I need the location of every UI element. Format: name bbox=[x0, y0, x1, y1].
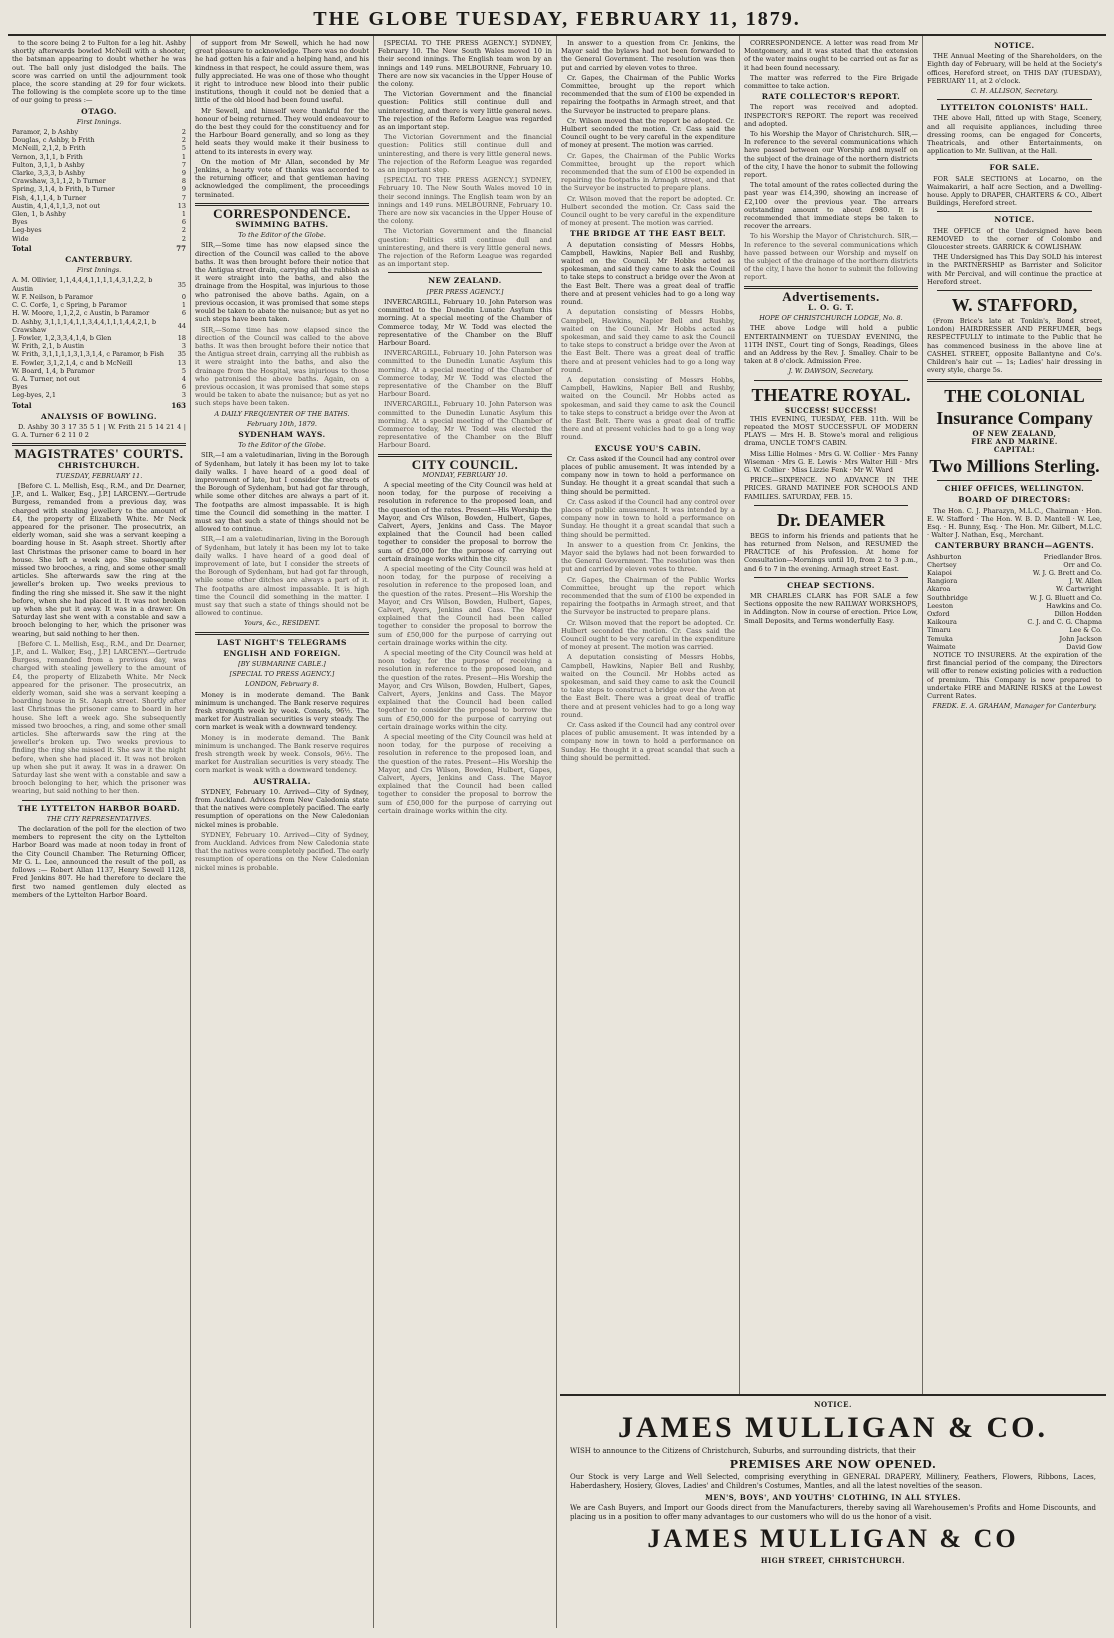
score-runs: 9 bbox=[181, 169, 186, 178]
excuse-text: Cr. Cass asked if the Council had any control over places of public amusement. It was intended by a company now in town to hold a performance on Sunday. He thought it a great scandal that such a thing should be permitted. bbox=[561, 454, 735, 496]
score-runs: 5 bbox=[181, 366, 186, 375]
council-text: A special meeting of the City Council was held at noon today, for the purpose of receiving a resolution in reference to the proposed loan, and the question of the rates. Present—His Worship the Mayor, and Crs Wilson, Bowden, Hulbert, Gapes, Calvert, Ayers, Jenkins and Cass. The Mayor explained that the Council had been called together to consider the proposal to borrow the sum of £50,000 for the purpose of carrying out certain drainage works within the city. bbox=[378, 480, 552, 563]
premium-sign: FREDK. E. A. GRAHAM, Manager for Canterbury. bbox=[932, 702, 1097, 711]
hall-heading: LYTTELTON COLONISTS' HALL. bbox=[940, 103, 1089, 113]
score-player: Byes bbox=[12, 383, 28, 392]
cheap-heading: CHEAP SECTIONS. bbox=[787, 580, 875, 590]
agent-name: Dillon Hodden bbox=[1054, 609, 1102, 618]
score-runs: 4 bbox=[181, 374, 186, 383]
excuse-text-cont-6: Cr. Cass asked if the Council had any control over places of public amusement. It was intended by a company now in town to hold a performance on Sunday. He thought it a great scandal that such a thing should be permitted. bbox=[561, 721, 735, 762]
offices: CHIEF OFFICES, WELLINGTON. bbox=[944, 484, 1085, 494]
harbor-speech-2: Mr Sewell, and himself were thankful for the honour of being returned. They would endeavour to do the best they could for the constituency and for the Harbour Board generally, and so long as they held seats they would make it their business to attend to its interests in every way. bbox=[195, 106, 369, 156]
sydenham-text: SIR,—I am a valetudinarian, living in the Borough of Sydenham, but lately it has been my lot to take daily walks. I have heard of a good deal of improvement of late, but I consider the streets of the Borough of Sydenham, but had got far through, while some other ditches are always a part of it. The footpaths are almost impassable. It is high time the Council did something in the matter. I must say that such a state of things should not be allowed to continue. bbox=[195, 451, 369, 534]
score-runs: 1 bbox=[181, 210, 186, 219]
bridge-text-cont-2: A deputation consisting of Messrs Hobbs, Campbell, Hawkins, Napier Bell and Rushby, waited on the Council. Mr Hobbs acted as spokesman, and said they came to ask the Council to take steps to construct a bridge over the Avon at the East Belt. There was a great deal of traffic there and at present vehicles had to go a long way round. bbox=[561, 375, 735, 442]
english-date: LONDON, February 8. bbox=[245, 680, 319, 689]
english-text: Money is in moderate demand. The Bank minimum is unchanged. The Bank reserve requires fresh strength week by week. Consols, 96½. The market for Australian securities is very steady. The corn market is weak with a downward tendency. bbox=[195, 690, 369, 732]
divider bbox=[388, 272, 542, 273]
masthead: THE GLOBE TUESDAY, FEBRUARY 11, 1879. bbox=[8, 6, 1106, 36]
divider bbox=[937, 99, 1092, 100]
excuse-heading: EXCUSE YOU'S CABIN. bbox=[594, 443, 702, 453]
mulligan-address: HIGH STREET, CHRISTCHURCH. bbox=[760, 1556, 906, 1565]
score-runs: 35 bbox=[177, 350, 186, 359]
excuse-text-cont-4: Cr. Wilson moved that the report be adopted. Cr. Hulbert seconded the motion. Cr. Cass said the Council ought to be very careful in the expenditure of money at present. The motion was carried. bbox=[561, 618, 735, 652]
agent-item bbox=[927, 585, 1102, 593]
sydenham-heading: SYDENHAM WAYS. bbox=[238, 429, 326, 439]
cheap-text: MR CHARLES CLARK has FOR SALE a few Sections opposite the new RAILWAY WORKSHOPS, in Addington. Now in course of erection. Price Low, Small Deposits, and Terms wonderfully Easy. bbox=[744, 591, 918, 625]
score-row bbox=[12, 342, 186, 350]
theatre-success: SUCCESS! SUCCESS! bbox=[784, 405, 878, 415]
notice2-text: THE OFFICE of the Undersigned have been REMOVED to the corner of Colombo and Gloucester streets. GARRICK & COWLISHAW. bbox=[927, 226, 1102, 252]
canterbury-total-label: Total bbox=[12, 400, 32, 410]
score-runs: 35 bbox=[177, 280, 186, 289]
column-5 bbox=[740, 36, 923, 1628]
corr-text: CORRESPONDENCE. A letter was read from Mr Montgomery, and it was stated that the extension of the water mains ought to be carried out as far as it had been found necessary. bbox=[744, 39, 918, 72]
agents-list bbox=[927, 553, 1102, 651]
score-row bbox=[12, 226, 186, 234]
council-date: MONDAY, FEBRUARY 10. bbox=[422, 470, 508, 479]
score-row bbox=[12, 318, 186, 334]
score-runs: 44 bbox=[177, 321, 186, 330]
agent-item bbox=[927, 577, 1102, 585]
baths-heading: SWIMMING BATHS. bbox=[235, 220, 329, 230]
baths-text-cont: SIR,—Some time has now elapsed since the direction of the Council was called to the above baths. It was then brought before their notice that the Antigua street drain, carrying all the rubbish as it were straight into the baths, and also the drainage from the Hospital, was injurious to those who patronised the above baths. Again, on a previous occasion, it was promised that some steps would be taken to abate the nuisance; but as yet no such steps have been taken. bbox=[195, 325, 369, 408]
score-player: H. W. Moore, 1,1,2,2, c Austin, b Paramor bbox=[12, 309, 150, 318]
score-player: Fulton, 3,1,1, b Ashby bbox=[12, 160, 85, 169]
score-row bbox=[12, 169, 186, 177]
score-row bbox=[12, 218, 186, 226]
baths-text: SIR,—Some time has now elapsed since the direction of the Council was called to the above baths. It was then brought before their notice that the Antigua street drain, carrying all the rubbish as it were straight into the baths, and also the drainage from the Hospital, was injurious to those who patronised the above baths. Again, on a previous occasion, it was promised that some steps would be taken to abate the nuisance; but as yet no such steps have been taken. bbox=[195, 241, 369, 324]
notice-heading: NOTICE. bbox=[994, 41, 1035, 50]
theatre-heading: THEATRE ROYAL. bbox=[751, 384, 911, 405]
agent-item bbox=[927, 553, 1102, 561]
score-player: W. F. Neilson, b Paramor bbox=[12, 292, 93, 301]
colonial-sub2: OF NEW ZEALAND, bbox=[972, 428, 1057, 438]
hall-text: THE above Hall, fitted up with Stage, Scenery, and all requisite appliances, including three dressing rooms, can be engaged for Concerts, Theatricals, and other Entertainments, on application to Mr. Sullivan, at the Hall. bbox=[927, 114, 1102, 156]
otago-total bbox=[12, 245, 186, 253]
otago-score-table bbox=[12, 128, 186, 243]
council-cont-3: Cr. Wilson moved that the report be adopted. Cr. Hulbert seconded the motion. Cr. Cass said the Council ought to be very careful in the expenditure of money at present. The motion was carried. bbox=[561, 116, 735, 150]
score-player: Douglas, c Ashby, b Frith bbox=[12, 136, 95, 145]
council-cont-5: Cr. Wilson moved that the report be adopted. Cr. Hulbert seconded the motion. Cr. Cass said the Council ought to be very careful in the expenditure of money at present. The motion was carried. bbox=[561, 194, 735, 228]
column-1 bbox=[8, 36, 191, 1628]
lodge-sign: J. W. DAWSON, Secretary. bbox=[788, 367, 874, 376]
sydenham-text-cont: SIR,—I am a valetudinarian, living in the Borough of Sydenham, but lately it has been my lot to take daily walks. I have heard of a good deal of improvement of late, but I consider the streets of the Borough of Sydenham, but had got far through, while some other ditches are always a part of it. The footpaths are almost impassable. It is high time the Council did something in the matter. I must say that such a state of things should not be allowed to continue. bbox=[195, 535, 369, 618]
agent-name: Hawkins and Co. bbox=[1046, 601, 1102, 610]
agent-town: Chertsey bbox=[927, 560, 957, 569]
theatre-foot: PRICE—SIXPENCE. NO ADVANCE IN THE PRICES. GRAND MATINEE FOR SCHOOLS AND FAMILIES. SATURDAY, FEB. 15. bbox=[744, 476, 918, 501]
divider bbox=[937, 480, 1092, 481]
agent-name: Lee & Co. bbox=[1069, 626, 1102, 635]
theatre-text: THIS EVENING, TUESDAY, FEB. 11th. Will be repeated the MOST SUCCESSFUL OF MODERN PLAYS — Mrs H. B. Stowe's moral and religious drama, UNCLE TOM'S CABIN. bbox=[744, 414, 918, 448]
column-4 bbox=[557, 36, 740, 1628]
score-runs: 1 bbox=[181, 152, 186, 161]
lodge-sub: HOPE OF CHRISTCHURCH LODGE, No. 8. bbox=[759, 314, 903, 323]
agent-town: Timaru bbox=[927, 626, 951, 635]
score-player: E. Fowler, 3,1,2,1,4, c and b McNeill bbox=[12, 358, 133, 367]
score-runs: 2 bbox=[181, 128, 186, 137]
score-player: Glen, 1, b Ashby bbox=[12, 210, 66, 219]
excuse-text-cont: Cr. Cass asked if the Council had any control over places of public amusement. It was intended by a company now in town to hold a performance on Sunday. He thought it a great scandal that such a thing should be permitted. bbox=[561, 497, 735, 539]
council-text-cont-2: A special meeting of the City Council was held at noon today, for the purpose of receiving a resolution in reference to the proposed loan, and the question of the rates. Present—His Worship the Mayor, and Crs Wilson, Bowden, Hulbert, Gapes, Calvert, Ayers, Jenkins and Cass. The Mayor explained that the Council had been called together to consider the proposal to borrow the sum of £50,000 for the purpose of carrying out certain drainage works within the city. bbox=[378, 649, 552, 731]
agent-name: John Jackson bbox=[1059, 634, 1102, 643]
agent-name: W. Cartwright bbox=[1056, 585, 1102, 594]
analysis-heading: ANALYSIS OF BOWLING. bbox=[41, 411, 157, 421]
mulligan-advertisement bbox=[560, 1394, 1106, 1630]
sydenham-to: To the Editor of the Globe. bbox=[238, 441, 326, 450]
report-text: To his Worship the Mayor of Christchurch. SIR,—In reference to the several communications which have passed between our Worship and myself on the subject of the drainage of the northern districts of the city, I have the honor to submit the following report. bbox=[744, 130, 918, 180]
mulligan-line3: MEN'S, BOYS', AND YOUTHS' CLOTHING, IN ALL STYLES. bbox=[705, 1493, 961, 1502]
sale-heading: FOR SALE. bbox=[989, 163, 1040, 173]
score-row bbox=[12, 309, 186, 317]
doctor-heading: Dr. DEAMER bbox=[776, 509, 886, 530]
score-player: Byes bbox=[12, 218, 28, 227]
agent-name: Friedlander Bros. bbox=[1043, 552, 1102, 561]
score-player: J. Fowler, 1,2,3,3,4,1,4, b Glen bbox=[12, 333, 112, 342]
score-runs: 1 bbox=[181, 301, 186, 310]
divider bbox=[754, 505, 908, 506]
score-runs: 6 bbox=[181, 309, 186, 318]
board-text: The Hon. C. J. Pharazyn, M.L.C., Chairman · Hon. E. W. Stafford · The Hon. W. B. D. Mantell · W. Lee, Esq. · H. Bunny, Esq. · The Hon. Mr. Gilbert, M.L.C. · Walter J. Nathan, Esq., Merchant. bbox=[927, 506, 1102, 540]
telegram-text-5: The Victorian Government and the financial question: Politics still continue dull and uninteresting, and there is very little general news. The rejection of the Reform League was regarded as an important step. bbox=[378, 227, 552, 269]
nz-heading: NEW ZEALAND. bbox=[428, 276, 502, 286]
board-heading: BOARD OF DIRECTORS: bbox=[958, 495, 1071, 505]
report-text-2: The total amount of the rates collected during the past year was £14,390, showing an increase of £2,100 over the previous year. The arrears outstanding amount to about £980. It is recommended that immediate steps be taken to recover the arrears. bbox=[744, 181, 918, 231]
telegram-text-2: The Victorian Government and the financial question: Politics still continue dull and uninteresting, and there is very little general news. The rejection of the Reform League was regarded as an important step. bbox=[378, 90, 552, 132]
score-row bbox=[12, 235, 186, 243]
council-text-cont: A special meeting of the City Council was held at noon today, for the purpose of receiving a resolution in reference to the proposed loan, and the question of the rates. Present—His Worship the Mayor, and Crs Wilson, Bowden, Hulbert, Gapes, Calvert, Ayers, Jenkins and Cass. The Mayor explained that the Council had been called together to consider the proposal to borrow the sum of £50,000 for the purpose of carrying out certain drainage works within the city. bbox=[378, 564, 552, 647]
divider bbox=[937, 211, 1092, 212]
otago-innings: First Innings. bbox=[76, 117, 122, 126]
score-row bbox=[12, 202, 186, 210]
score-runs: 9 bbox=[181, 185, 186, 194]
canterbury-innings: First Innings. bbox=[76, 266, 122, 275]
agent-name: David Gow bbox=[1066, 642, 1102, 651]
council-cont-4: Cr. Gapes, the Chairman of the Public Works Committee, brought up the report which recommended that the sum of £100 be expended in repairing the footpaths in Armagh street, and that the Surveyor be instructed to prepare plans. bbox=[561, 151, 735, 193]
score-runs: 2 bbox=[181, 234, 186, 243]
score-player: Wide bbox=[12, 234, 29, 243]
score-player: Leg-byes, 2,1 bbox=[12, 391, 57, 400]
canterbury-score-table bbox=[12, 276, 186, 399]
harbor-speech-1: of support from Mr Sewell, which he had now great pleasure to acknowledge. There was no doubt he had gotten his a fair and a helping hand, and his kindness in that respect, he could assure them, was fully appreciated. He was one of those who thought it right to introduce new blood into their public institutions, though it could not be denied that a little of the old blood had been found useful. bbox=[195, 39, 370, 105]
divider bbox=[22, 800, 176, 801]
score-row bbox=[12, 194, 186, 202]
column-2 bbox=[191, 36, 374, 1628]
agent-town: Leeston bbox=[927, 601, 954, 610]
score-player: Spring, 3,1,4, b Frith, b Turner bbox=[12, 185, 115, 194]
agent-item bbox=[927, 610, 1102, 618]
analysis-text: D. Ashby 30 3 17 35 5 1 | W. Frith 21 5 14 21 4 | G. A. Turner 6 2 11 0 2 bbox=[12, 422, 186, 440]
score-player: W. Frith, 2,1, b Austin bbox=[12, 342, 85, 351]
colonial-heading: THE COLONIAL bbox=[944, 385, 1085, 406]
score-player: Clarke, 3,3,3, b Ashby bbox=[12, 169, 85, 178]
colonial-sub1: Insurance Company bbox=[936, 407, 1093, 428]
baths-date: February 10th, 1879. bbox=[247, 419, 317, 428]
score-row bbox=[12, 144, 186, 152]
score-player: Vernon, 3,1,1, b Frith bbox=[12, 152, 83, 161]
score-row bbox=[12, 128, 186, 136]
columns bbox=[8, 36, 1106, 1628]
doctor-text: BEGS to inform his friends and patients that he has returned from Nelson, and RESUMED the PRACTICE of his Profession. At home for Consultation—Mornings until 10, from 2 to 3 p.m., and 6 to 7 in the evening. Armagh street East. bbox=[744, 531, 918, 573]
australia-text: SYDNEY, February 10. Arrived—City of Sydney, from Auckland. Advices from New Caledonia state that the natives were completely pacified. The early resumption of operations on the New Caledonian nickel mines is probable. bbox=[195, 787, 369, 829]
score-runs: 2 bbox=[181, 226, 186, 235]
score-player: D. Ashby, 3,1,1,1,4,1,1,3,4,4,1,1,1,4,4,2,1, b Crawshaw bbox=[12, 317, 157, 334]
agent-item bbox=[927, 602, 1102, 610]
magistrates-heading: MAGISTRATES' COURTS. bbox=[14, 446, 184, 462]
stafford-text: (From Brice's late at Tonkin's, Bond street, London) HAIRDRESSER AND PERFUMER, begs RESPECTFULLY to intimate to the Public that he has commenced business in the above line at CASHEL STREET, opposite Ballantyne and Co's. Children's hair cut — 1s; Ladies' hair dressing in every style, charge 5s. bbox=[927, 317, 1102, 375]
baths-to: To the Editor of the Globe. bbox=[238, 231, 326, 240]
notice3-text: THE Undersigned has This Day SOLD his interest in the PARTNERSHIP as Barrister and Solicitor with Mr Percival, and will continue the practice at Hereford street. bbox=[927, 253, 1102, 286]
score-player: A. M. Ollivier, 1,1,4,4,4,1,1,1,1,4,3,1,2,2, b Austin bbox=[12, 276, 153, 293]
score-runs: 6 bbox=[181, 218, 186, 227]
score-runs: 2 bbox=[181, 136, 186, 145]
capital-value: Two Millions Sterling. bbox=[929, 456, 1100, 477]
magistrates-place: CHRISTCHURCH. bbox=[58, 460, 140, 470]
magistrates-text: [Before C. L. Mellish, Esq., R.M., and Dr. Dearner, J.P., and L. Walker, Esq., J.P.] LARCENY.—Gertrude Burgess, remanded from a previous day, was charged with stealing jewellery to the amount of £4, the property of Elizabeth White. Mr Neck appeared for the prisoner. The prosecutrix, an elderly woman, said she was a servant keeping a boarding house in St. Asaph street. Shortly after last Christmas the prisoner came to board in her house. She left a week ago. She subsequently missed two brooches, a ring, and some other small articles. She afterwards saw the ring at the jeweller's broken up. Two weeks previous to finding the ring she missed it. She saw it the night before, when she had placed it. It was not broken up when she put it away. It was in a drawer. On Saturday last she went with a constable and saw a brooch belonging to her, which the prisoner was wearing, but said nothing to her then. bbox=[12, 481, 186, 638]
score-runs: 7 bbox=[181, 193, 186, 202]
agent-item bbox=[927, 569, 1102, 577]
score-runs: 8 bbox=[181, 177, 186, 186]
score-player: Austin, 4,1,4,1,1,3, not out bbox=[12, 201, 100, 210]
harbor-speech-3: On the motion of Mr Allan, seconded by Mr Jenkins, a hearty vote of thanks was accorded to the returning officer, and that gentleman having acknowledged the compliment, the proceedings terminated. bbox=[195, 157, 369, 199]
premium-text: NOTICE TO INSURERS. At the expiration of the first financial period of the company, the Directors will offer to renew existing policies with a reduction of premium. This Company is now prepared to undertake FIRE and MARINE RISKS at the Lowest Current Rates. bbox=[927, 650, 1102, 700]
agent-item bbox=[927, 643, 1102, 651]
bridge-text: A deputation consisting of Messrs Hobbs, Campbell, Hawkins, Napier Bell and Rushby, waited on the Council. Mr Hobbs acted as spokesman, and said they came to ask the Council to take steps to construct a bridge over the Avon at the East Belt. There was a great deal of traffic there and at present vehicles had to go a long way round. bbox=[561, 240, 735, 307]
harbor-heading: THE LYTTELTON HARBOR BOARD. bbox=[17, 803, 181, 813]
agent-town: Waimate bbox=[927, 642, 956, 651]
council-heading: CITY COUNCIL. bbox=[411, 456, 519, 472]
excuse-text-cont-3: Cr. Gapes, the Chairman of the Public Works Committee, brought up the report which recommended that the sum of £100 be expended in repairing the footpaths in Armagh street, and that the Surveyor be instructed to prepare plans. bbox=[561, 575, 735, 617]
score-row bbox=[12, 210, 186, 218]
score-runs: 5 bbox=[181, 144, 186, 153]
notice-text: THE Annual Meeting of the Shareholders, on the Eighth day of February, will be held at the Society's offices, Hereford street, on THIS DAY (TUESDAY), FEBRUARY 11, at 2 o'clock. bbox=[927, 52, 1102, 85]
australia-heading: AUSTRALIA. bbox=[253, 776, 311, 786]
divider bbox=[754, 577, 908, 578]
english-heading: ENGLISH AND FOREIGN. bbox=[223, 648, 341, 658]
excuse-text-cont-5: A deputation consisting of Messrs Hobbs, Campbell, Hawkins, Napier Bell and Rushby, waited on the Council. Mr Hobbs acted as spokesman, and said they came to ask the Council to take steps to construct a bridge over the Avon at the East Belt. There was a great deal of traffic there and at present vehicles had to go a long way round. bbox=[561, 653, 735, 719]
english-text-cont: Money is in moderate demand. The Bank minimum is unchanged. The Bank reserve requires fresh strength week by week. Consols, 96½. The market for Australian securities is very steady. The corn market is weak with a downward tendency. bbox=[195, 733, 369, 775]
score-player: Paramor, 2, b Ashby bbox=[12, 128, 79, 137]
sydenham-sign: Yours, &c., RESIDENT. bbox=[244, 619, 320, 628]
australia-text-cont: SYDNEY, February 10. Arrived—City of Sydney, from Auckland. Advices from New Caledonia state that the natives were completely pacified. The early resumption of operations on the New Caledonian nickel mines is probable. bbox=[195, 830, 369, 872]
magistrates-date: TUESDAY, FEBRUARY 11. bbox=[55, 471, 143, 480]
score-row bbox=[12, 350, 186, 358]
divider bbox=[927, 379, 1102, 382]
agent-name: J. W. Allen bbox=[1069, 577, 1102, 586]
otago-total-value: 77 bbox=[176, 243, 186, 253]
score-runs: 18 bbox=[177, 333, 186, 342]
bridge-heading: THE BRIDGE AT THE EAST BELT. bbox=[570, 229, 726, 239]
advertisements-heading: Advertisements. bbox=[782, 288, 880, 304]
score-row bbox=[12, 367, 186, 375]
rate-text: The report was received and adopted. INSPECTOR'S REPORT. The report was received and adopted. bbox=[744, 103, 918, 128]
score-runs: 7 bbox=[181, 160, 186, 169]
column-3 bbox=[374, 36, 557, 1628]
council-text-cont-3: A special meeting of the City Council was held at noon today, for the purpose of receiving a resolution in reference to the proposed loan, and the question of the rates. Present—His Worship the Mayor, and Crs Wilson, Bowden, Hulbert, Gapes, Calvert, Ayers, Jenkins and Cass. The Mayor explained that the Council had been called together to consider the proposal to borrow the sum of £50,000 for the purpose of carrying out certain drainage works within the city. bbox=[378, 733, 552, 815]
agent-name: W. J. G. Brett and Co. bbox=[1032, 568, 1102, 577]
score-player: Crawshaw, 3,1,1,2, b Turner bbox=[12, 177, 106, 186]
score-runs: 6 bbox=[181, 383, 186, 392]
canterbury-total bbox=[12, 402, 186, 410]
score-player: W. Frith, 3,1,1,1,1,3,1,3,1,4, c Paramor, b Fish bbox=[12, 350, 164, 359]
score-runs: 3 bbox=[181, 342, 186, 351]
mulligan-name2: JAMES MULLIGAN & CO bbox=[647, 1524, 1019, 1553]
agent-item bbox=[927, 561, 1102, 569]
score-runs: 13 bbox=[177, 358, 186, 367]
corr-text-2: The matter was referred to the Fire Brigade committee to take action. bbox=[744, 73, 918, 91]
notice2-heading: NOTICE. bbox=[994, 215, 1035, 225]
score-row bbox=[12, 185, 186, 193]
mulligan-line2: PREMISES ARE NOW OPENED. bbox=[729, 1458, 937, 1471]
score-row bbox=[12, 177, 186, 185]
score-row bbox=[12, 375, 186, 383]
stafford-heading: W. STAFFORD, bbox=[951, 295, 1078, 316]
harbor-sub: THE CITY REPRESENTATIVES. bbox=[46, 814, 152, 823]
sale-text: FOR SALE SECTIONS at Locarno, on the Waimakariri, a half acre Section, and a Dwelling-house. Apply to DRAPER, CHARTERS & CO., Albert Buildings, Hereford street. bbox=[927, 174, 1102, 208]
nz-text-cont-2: INVERCARGILL, February 10. John Paterson was committed to the Dunedin Lunatic Asylum this morning. At a special meeting of the Chamber of Commerce today, Mr W. Todd was elected the representative of the Chamber on the Bluff Harbour Board. bbox=[378, 400, 552, 450]
english-sub: [BY SUBMARINE CABLE.] bbox=[238, 660, 326, 669]
agent-town: Oxford bbox=[927, 609, 950, 618]
canterbury-total-value: 163 bbox=[171, 400, 186, 410]
nz-sub: [PER PRESS AGENCY.] bbox=[426, 287, 504, 296]
agent-town: Southbridge bbox=[927, 593, 968, 602]
report-text-3: To his Worship the Mayor of Christchurch. SIR,—In reference to the several communications which have passed between our Worship and myself on the subject of the drainage of the northern districts of the city, I have the honor to submit the following report. bbox=[744, 232, 918, 282]
score-row bbox=[12, 334, 186, 342]
score-runs: 13 bbox=[177, 201, 186, 210]
telegram-text-3: The Victorian Government and the financial question: Politics still continue dull and uninteresting, and there is very little general news. The rejection of the Reform League was regarded as an important step. bbox=[378, 133, 552, 175]
score-runs: 0 bbox=[181, 292, 186, 301]
agents-heading: CANTERBURY BRANCH—AGENTS. bbox=[934, 541, 1095, 551]
nz-text: INVERCARGILL, February 10. John Paterson was committed to the Dunedin Lunatic Asylum this morning. At a special meeting of the Chamber of Commerce today, Mr W. Todd was elected the representative of the Chamber on the Bluff Harbour Board. bbox=[378, 297, 552, 347]
agent-town: Kaikoura bbox=[927, 618, 957, 627]
score-row bbox=[12, 293, 186, 301]
column-6 bbox=[923, 36, 1106, 1628]
magistrates-text-cont: [Before C. L. Mellish, Esq., R.M., and Dr. Dearner, J.P., and L. Walker, Esq., J.P.] LARCENY.—Gertrude Burgess, remanded from a previous day, was charged with stealing jewellery to the amount of £4, the property of Elizabeth White. Mr Neck appeared for the prisoner. The prosecutrix, an elderly woman, said she was a servant keeping a boarding house in St. Asaph street. Shortly after last Christmas the prisoner came to board in her house. She left a week ago. She subsequently missed two brooches, a ring, and some other small articles. She afterwards saw the ring at the jeweller's broken up. Two weeks previous to finding the ring she missed it. She saw it the night before, when she had placed it. It was not broken up when she put it away. It was in a drawer. On Saturday last she went with a constable and saw a brooch belonging to her, which the prisoner was wearing, but said nothing to her then. bbox=[12, 639, 186, 796]
score-player: G. A. Turner, not out bbox=[12, 374, 80, 383]
agent-item bbox=[927, 618, 1102, 626]
score-row bbox=[12, 136, 186, 144]
council-cont-2: Cr. Gapes, the Chairman of the Public Works Committee, brought up the report which recommended that the sum of £100 be expended in repairing the footpaths in Armagh street, and that the Surveyor be instructed to prepare plans. bbox=[561, 73, 735, 115]
agent-item bbox=[927, 626, 1102, 634]
score-player: C. C. Corfe, 1, c Spring, b Paramor bbox=[12, 301, 127, 310]
score-row bbox=[12, 301, 186, 309]
lodge-text: THE above Lodge will hold a public ENTERTAINMENT on TUESDAY EVENING, the 11TH INST., Court ting of Songs, Readings, Glees and an Address by the Rev. J. Smalley. Chair to be taken at 8 o'clock. Admission Free. bbox=[744, 324, 918, 366]
score-row bbox=[12, 383, 186, 391]
rate-heading: RATE COLLECTOR'S REPORT. bbox=[761, 92, 901, 102]
agent-town: Ashburton bbox=[927, 552, 962, 561]
score-row bbox=[12, 276, 186, 292]
canterbury-heading: CANTERBURY. bbox=[65, 255, 133, 265]
agent-town: Rangiora bbox=[927, 577, 958, 586]
colonial-sub3: FIRE AND MARINE. bbox=[971, 436, 1058, 446]
notice-sign: C. H. ALLISON, Secretary. bbox=[970, 87, 1059, 96]
score-row bbox=[12, 359, 186, 367]
council-cont-1: In answer to a question from Cr. Jenkins, the Mayor said the bylaws had not been forwarded to the General Government. The resolution was then put and carried by eleven votes to three. bbox=[561, 39, 735, 72]
agent-town: Kaiapoi bbox=[927, 568, 952, 577]
divider bbox=[754, 380, 908, 381]
divider bbox=[195, 632, 369, 635]
mulligan-body2: We are Cash Buyers, and Import our Goods direct from the Manufacturers, thereby saving all Warehousemen's Profits and Home Discounts, and placing us in a position to offer many advantages to our customers who will do us the honor of a visit. bbox=[570, 1504, 1096, 1521]
lodge-heading: L. O. G. T. bbox=[808, 302, 854, 312]
otago-total-label: Total bbox=[12, 243, 32, 253]
excuse-text-cont-2: In answer to a question from Cr. Jenkins, the Mayor said the bylaws had not been forwarded to the General Government. The resolution was then put and carried by eleven votes to three. bbox=[561, 540, 735, 574]
cricket-intro: to the score being 2 to Fulton for a leg hit. Ashby shortly afterwards bowled McNeill with a shooter, the batsman appearing to doubt whether he was out. The ball only just dislodged the bails. The score was carried on until the adjournment took place, the score standing at 29 for four wickets. The following is the complete score up to the time of our going to press :— bbox=[12, 39, 186, 105]
agent-name: W. J. G. Bluett and Co. bbox=[1029, 593, 1102, 602]
mulligan-body: Our Stock is very Large and Well Selected, comprising everything in GENERAL DRAPERY, Millinery, Feathers, Flowers, Ribbons, Laces, Haberdashery, Hosiery, Gloves, Ladies' and Children's Costumes, Mantles, and all the latest novelties of the season. bbox=[570, 1473, 1096, 1490]
telegram-text-1: [SPECIAL TO THE PRESS AGENCY.] SYDNEY, February 10. The New South Wales moved 10 in their second innings. The English team won by an innings and 149 runs. MELBOURNE, February 10. There are now six vacancies in the Upper House of the colony. bbox=[378, 39, 552, 89]
score-player: Fish, 4,1,1,4, b Turner bbox=[12, 193, 87, 202]
mulligan-line1: WISH to announce to the Citizens of Christchurch, Suburbs, and surrounding districts, that their bbox=[570, 1447, 916, 1455]
nz-text-cont: INVERCARGILL, February 10. John Paterson was committed to the Dunedin Lunatic Asylum this morning. At a special meeting of the Chamber of Commerce today, Mr W. Todd was elected the representative of the Chamber on the Bluff Harbour Board. bbox=[378, 349, 552, 399]
agent-item bbox=[927, 635, 1102, 643]
telegrams-heading: LAST NIGHT'S TELEGRAMS bbox=[217, 637, 347, 647]
score-row bbox=[12, 391, 186, 399]
baths-sign: A DAILY FREQUENTER OF THE BATHS. bbox=[214, 409, 350, 418]
divider bbox=[937, 290, 1092, 291]
capital-label: CAPITAL: bbox=[993, 444, 1036, 454]
score-row bbox=[12, 161, 186, 169]
mulligan-name: JAMES MULLIGAN & CO. bbox=[617, 1411, 1048, 1444]
score-runs: 3 bbox=[181, 391, 186, 400]
agent-town: Temuka bbox=[927, 634, 953, 643]
agent-name: Orr and Co. bbox=[1063, 560, 1102, 569]
score-player: W. Board, 1,4, b Paramor bbox=[12, 366, 95, 375]
otago-heading: OTAGO. bbox=[81, 106, 117, 116]
agent-town: Akaroa bbox=[927, 585, 951, 594]
score-player: Leg-byes bbox=[12, 226, 42, 235]
harbor-text: The declaration of the poll for the election of two members to represent the city on the Lyttelton Harbor Board was made at noon today in front of the City Council Chamber. The Returning Officer, Mr G. L. Lee, announced the result of the poll, as follows :— Robert Allan 1137, Henry Sewell 1128, Fred Jenkins 807. He had therefore to declare the first two named gentlemen duly elected as members of the Lyttelton Harbor Board. bbox=[12, 825, 186, 899]
mulligan-notice: NOTICE. bbox=[814, 1400, 852, 1409]
correspondence-heading: CORRESPONDENCE. bbox=[213, 205, 351, 221]
theatre-cast: Miss Lillie Holmes · Mrs G. W. Collier · Mrs Fanny Wiseman · Mrs G. E. Lewis · Mrs Walter Hill · Mrs G. W. Collier · Miss Lizzie Fenk · Mr W. Ward bbox=[744, 449, 918, 474]
score-row bbox=[12, 153, 186, 161]
divider bbox=[937, 159, 1092, 160]
bridge-text-cont: A deputation consisting of Messrs Hobbs, Campbell, Hawkins, Napier Bell and Rushby, waited on the Council. Mr Hobbs acted as spokesman, and said they came to ask the Council to take steps to construct a bridge over the Avon at the East Belt. There was a great deal of traffic there and at present vehicles had to go a long way round. bbox=[561, 308, 735, 374]
agent-item bbox=[927, 594, 1102, 602]
telegram-text-4: [SPECIAL TO THE PRESS AGENCY.] SYDNEY, February 10. The New South Wales moved 10 in their second innings. The English team won by an innings and 149 runs. MELBOURNE, February 10. There are now six vacancies in the Upper House of the colony. bbox=[378, 176, 552, 226]
english-agency: [SPECIAL TO PRESS AGENCY.] bbox=[229, 670, 335, 679]
score-player: McNeill, 2,1,2, b Frith bbox=[12, 144, 86, 153]
agent-name: C. J. and C. G. Chapma bbox=[1027, 618, 1102, 627]
